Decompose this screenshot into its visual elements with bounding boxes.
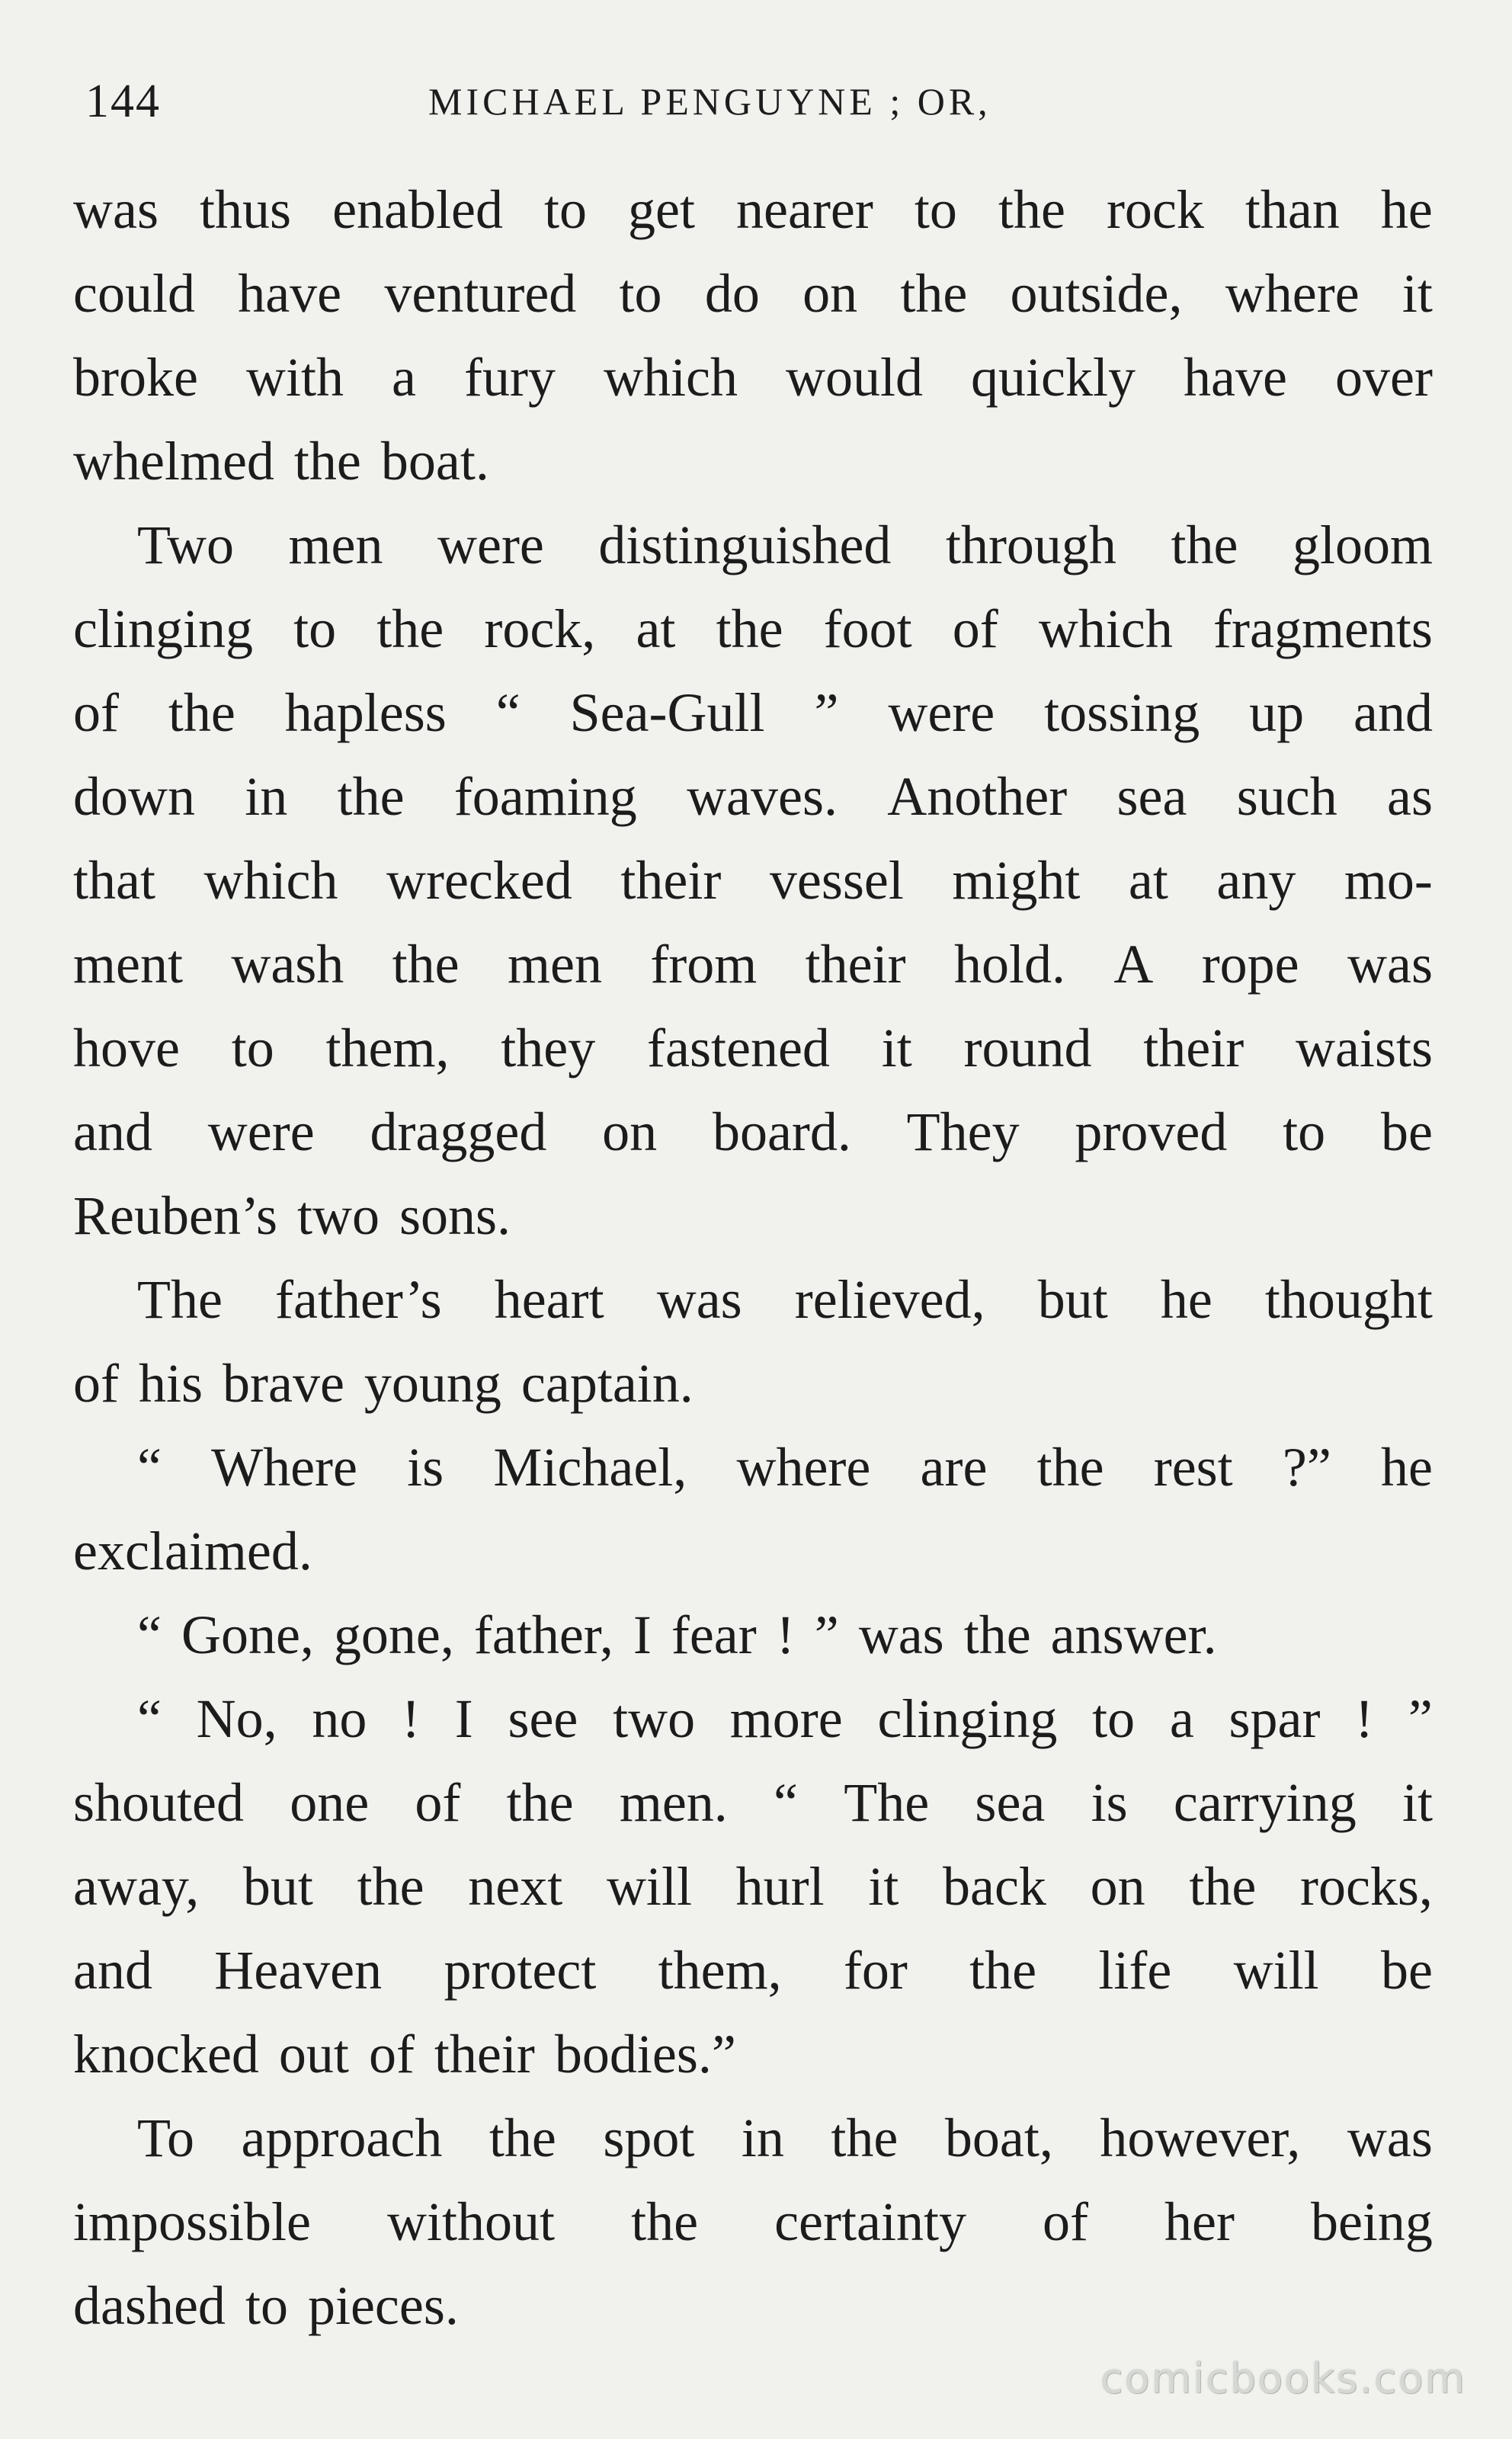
word: hove xyxy=(73,1018,180,1078)
word: his xyxy=(138,1353,203,1414)
word: the xyxy=(969,1940,1037,2001)
word: approach xyxy=(241,2107,443,2168)
word: were xyxy=(437,514,544,575)
word: where xyxy=(1225,263,1360,324)
text-line xyxy=(73,1425,1433,1509)
text-line xyxy=(73,1761,1433,1844)
text-line xyxy=(73,2096,1433,2180)
word: father’s xyxy=(275,1269,442,1330)
word: where xyxy=(736,1437,871,1498)
word: it xyxy=(1401,263,1433,324)
word: the xyxy=(1189,1856,1257,1917)
word: the xyxy=(337,766,405,827)
word: however, xyxy=(1100,2107,1301,2168)
word: were xyxy=(207,1101,315,1162)
word: foot xyxy=(823,598,912,659)
word: being xyxy=(1310,2191,1433,2252)
word: the xyxy=(376,598,444,659)
word: away, xyxy=(73,1856,200,1917)
word: spar xyxy=(1228,1688,1321,1749)
text-line xyxy=(73,1006,1433,1090)
word: Two xyxy=(137,514,234,575)
word: which xyxy=(604,347,738,408)
word: quickly xyxy=(971,347,1136,408)
word: carrying xyxy=(1173,1772,1357,1833)
word: he xyxy=(1380,179,1433,240)
text-line xyxy=(73,1341,1433,1425)
word: would xyxy=(786,347,923,408)
word: broke xyxy=(73,347,198,408)
word: was xyxy=(858,1604,944,1665)
word: waves. xyxy=(687,766,838,827)
word: was xyxy=(656,1269,742,1330)
word: is xyxy=(1091,1772,1128,1833)
word: ! xyxy=(776,1604,795,1665)
text-line xyxy=(73,419,1433,503)
word: might xyxy=(952,850,1081,911)
word: proved xyxy=(1075,1101,1228,1162)
word: “ xyxy=(774,1772,799,1833)
word: Where xyxy=(211,1437,357,1498)
word: dragged xyxy=(370,1101,547,1162)
word: sea xyxy=(975,1772,1046,1833)
word: to xyxy=(1283,1101,1326,1162)
word: enabled xyxy=(332,179,503,240)
word: of xyxy=(415,1772,461,1833)
word: knocked xyxy=(73,2024,259,2085)
word: be xyxy=(1380,1101,1433,1162)
running-title: MICHAEL PENGUYNE ; OR, xyxy=(428,80,991,123)
word: one xyxy=(290,1772,370,1833)
word: impossible xyxy=(73,2191,312,2252)
word: is xyxy=(407,1437,444,1498)
word: brave xyxy=(223,1353,344,1414)
word: be xyxy=(1380,1940,1433,2001)
word: the xyxy=(1036,1437,1104,1498)
word: Sea-Gull xyxy=(569,682,765,743)
word: The xyxy=(844,1772,930,1833)
word: the xyxy=(831,2107,899,2168)
word: down xyxy=(73,766,195,827)
word: No, xyxy=(196,1688,277,1749)
word: fragments xyxy=(1213,598,1433,659)
word: but xyxy=(242,1856,313,1917)
word: the xyxy=(392,934,460,995)
word: more xyxy=(729,1688,843,1749)
word: of xyxy=(368,2024,415,2085)
word: I xyxy=(633,1604,652,1665)
word: thought xyxy=(1264,1269,1433,1330)
word: fear xyxy=(671,1604,757,1665)
word: gone, xyxy=(333,1604,454,1665)
word: A xyxy=(1113,934,1154,995)
word: he xyxy=(1380,1437,1433,1498)
word: men. xyxy=(619,1772,728,1833)
word: rest xyxy=(1153,1437,1233,1498)
word: sea xyxy=(1116,766,1187,827)
word: The xyxy=(137,1269,223,1330)
word: the xyxy=(1171,514,1238,575)
text-line xyxy=(73,1928,1433,2012)
word: men xyxy=(288,514,383,575)
word: fastened xyxy=(647,1018,830,1078)
word: clinging xyxy=(877,1688,1058,1749)
word: Michael, xyxy=(493,1437,687,1498)
word: rock, xyxy=(484,598,596,659)
word: and xyxy=(73,1940,152,2001)
word: boat. xyxy=(380,431,489,492)
word: the xyxy=(293,431,361,492)
word: Reuben’s xyxy=(73,1185,277,1246)
word: ” xyxy=(814,1604,839,1665)
text-line xyxy=(73,1509,1433,1593)
word: such xyxy=(1236,766,1337,827)
word: the xyxy=(168,682,235,743)
word: to xyxy=(1092,1688,1136,1749)
word: their xyxy=(1143,1018,1245,1078)
word: to xyxy=(619,263,662,324)
word: life xyxy=(1098,1940,1172,2001)
word: up xyxy=(1249,682,1305,743)
word: as xyxy=(1386,766,1433,827)
word: that xyxy=(73,850,155,911)
word: was xyxy=(73,179,159,240)
text-line xyxy=(73,922,1433,1006)
word: through xyxy=(945,514,1116,575)
word: bodies.” xyxy=(554,2024,736,2085)
word: to xyxy=(543,179,587,240)
word: exclaimed. xyxy=(73,1521,312,1582)
word: Gone, xyxy=(181,1604,314,1665)
word: dashed xyxy=(73,2275,226,2336)
word: her xyxy=(1164,2191,1235,2252)
word: to xyxy=(914,179,957,240)
word: rock xyxy=(1106,179,1204,240)
word: in xyxy=(245,766,288,827)
word: thus xyxy=(200,179,292,240)
word: have xyxy=(1184,347,1287,408)
word: whelmed xyxy=(73,431,274,492)
word: hold. xyxy=(953,934,1065,995)
word: in xyxy=(741,2107,784,2168)
word: outside, xyxy=(1010,263,1183,324)
word: To xyxy=(137,2107,194,2168)
word: which xyxy=(1038,598,1173,659)
word: clinging xyxy=(73,598,253,659)
word: the xyxy=(631,2191,699,2252)
word: tossing xyxy=(1044,682,1200,743)
word: with xyxy=(245,347,344,408)
text-line xyxy=(73,1090,1433,1174)
word: gloom xyxy=(1292,514,1433,575)
word: will xyxy=(1233,1940,1319,2001)
text-line xyxy=(73,755,1433,838)
word: rope xyxy=(1201,934,1299,995)
word: sons. xyxy=(399,1185,511,1246)
word: two xyxy=(613,1688,696,1749)
word: have xyxy=(238,263,342,324)
word: ?” xyxy=(1282,1437,1331,1498)
word: he xyxy=(1160,1269,1212,1330)
word: “ xyxy=(137,1437,162,1498)
word: waists xyxy=(1296,1018,1433,1078)
word: distinguished xyxy=(598,514,892,575)
text-line xyxy=(73,503,1433,587)
word: and xyxy=(73,1101,152,1162)
word: nearer xyxy=(736,179,873,240)
word: them, xyxy=(325,1018,450,1078)
text-line xyxy=(73,335,1433,419)
word: father, xyxy=(473,1604,613,1665)
word: wash xyxy=(231,934,344,995)
word: of xyxy=(952,598,998,659)
word: at xyxy=(636,598,676,659)
text-line xyxy=(73,1593,1433,1677)
word: which xyxy=(203,850,338,911)
word: were xyxy=(888,682,995,743)
word: spot xyxy=(603,2107,695,2168)
word: I xyxy=(454,1688,473,1749)
word: young xyxy=(364,1353,501,1414)
word: but xyxy=(1037,1269,1108,1330)
text-line xyxy=(73,252,1433,335)
word: them, xyxy=(658,1940,782,2001)
word: “ xyxy=(137,1688,162,1749)
word: their xyxy=(620,850,722,911)
page-number: 144 xyxy=(85,75,161,127)
word: will xyxy=(606,1856,692,1917)
word: of xyxy=(73,1353,119,1414)
word: Heaven xyxy=(214,1940,383,2001)
word: it xyxy=(1401,1772,1433,1833)
word: protect xyxy=(444,1940,597,2001)
word: the xyxy=(900,263,968,324)
word: “ xyxy=(137,1604,162,1665)
word: are xyxy=(920,1437,988,1498)
text-line xyxy=(73,1677,1433,1761)
word: certainty xyxy=(774,2191,966,2252)
word: wrecked xyxy=(386,850,572,911)
word: they xyxy=(501,1018,596,1078)
word: a xyxy=(1169,1688,1194,1749)
text-line xyxy=(73,587,1433,671)
text-line xyxy=(73,2012,1433,2096)
word: of xyxy=(1042,2191,1088,2252)
word: Another xyxy=(887,766,1068,827)
word: round xyxy=(963,1018,1092,1078)
word: from xyxy=(650,934,758,995)
word: rocks, xyxy=(1299,1856,1433,1917)
word: on xyxy=(802,263,858,324)
word: the xyxy=(998,179,1065,240)
word: foaming xyxy=(453,766,637,827)
word: and xyxy=(1353,682,1433,743)
word: hurl xyxy=(735,1856,825,1917)
running-head xyxy=(85,67,1427,136)
word: their xyxy=(805,934,906,995)
text-line xyxy=(73,1174,1433,1258)
word: any xyxy=(1216,850,1296,911)
word: the xyxy=(506,1772,574,1833)
word: was xyxy=(1347,934,1433,995)
word: to xyxy=(245,2275,288,2336)
word: for xyxy=(843,1940,908,2001)
word: the xyxy=(716,598,783,659)
word: on xyxy=(1090,1856,1145,1917)
word: heart xyxy=(494,1269,604,1330)
word: fury xyxy=(464,347,556,408)
word: was xyxy=(1347,2107,1433,2168)
word: on xyxy=(602,1101,658,1162)
word: a xyxy=(392,347,416,408)
text-line xyxy=(73,2180,1433,2264)
word: could xyxy=(73,263,195,324)
word: out xyxy=(278,2024,349,2085)
word: the xyxy=(489,2107,556,2168)
word: ! xyxy=(402,1688,421,1749)
word: their xyxy=(434,2024,535,2085)
word: ventured xyxy=(384,263,577,324)
word: relieved, xyxy=(794,1269,985,1330)
word: the xyxy=(963,1604,1031,1665)
word: no xyxy=(312,1688,367,1749)
word: do xyxy=(704,263,760,324)
word: captain. xyxy=(521,1353,694,1414)
word: “ xyxy=(495,682,521,743)
word: ” xyxy=(814,682,839,743)
text-line xyxy=(73,2264,1433,2348)
text-line xyxy=(73,168,1433,252)
word: pieces. xyxy=(307,2275,459,2336)
word: without xyxy=(387,2191,556,2252)
body-text xyxy=(73,168,1433,2348)
text-line xyxy=(73,1258,1433,1341)
word: ” xyxy=(1408,1688,1433,1749)
word: ment xyxy=(73,934,183,995)
word: it xyxy=(868,1856,899,1917)
text-line xyxy=(73,838,1433,922)
text-line xyxy=(73,1844,1433,1928)
word: answer. xyxy=(1050,1604,1217,1665)
word: shouted xyxy=(73,1772,244,1833)
word: board. xyxy=(712,1101,851,1162)
word: mo- xyxy=(1344,850,1433,911)
word: ! xyxy=(1355,1688,1374,1749)
watermark: comicbooks.com xyxy=(1100,2354,1466,2402)
text-line xyxy=(73,671,1433,755)
word: They xyxy=(906,1101,1020,1162)
word: than xyxy=(1245,179,1340,240)
word: the xyxy=(357,1856,424,1917)
word: over xyxy=(1334,347,1433,408)
word: boat, xyxy=(944,2107,1053,2168)
word: it xyxy=(881,1018,912,1078)
word: to xyxy=(231,1018,274,1078)
word: of xyxy=(73,682,119,743)
word: two xyxy=(296,1185,380,1246)
word: vessel xyxy=(769,850,904,911)
word: back xyxy=(943,1856,1046,1917)
word: hapless xyxy=(284,682,447,743)
word: get xyxy=(628,179,695,240)
word: see xyxy=(508,1688,578,1749)
word: next xyxy=(468,1856,563,1917)
word: to xyxy=(293,598,337,659)
word: men xyxy=(508,934,602,995)
word: at xyxy=(1128,850,1168,911)
